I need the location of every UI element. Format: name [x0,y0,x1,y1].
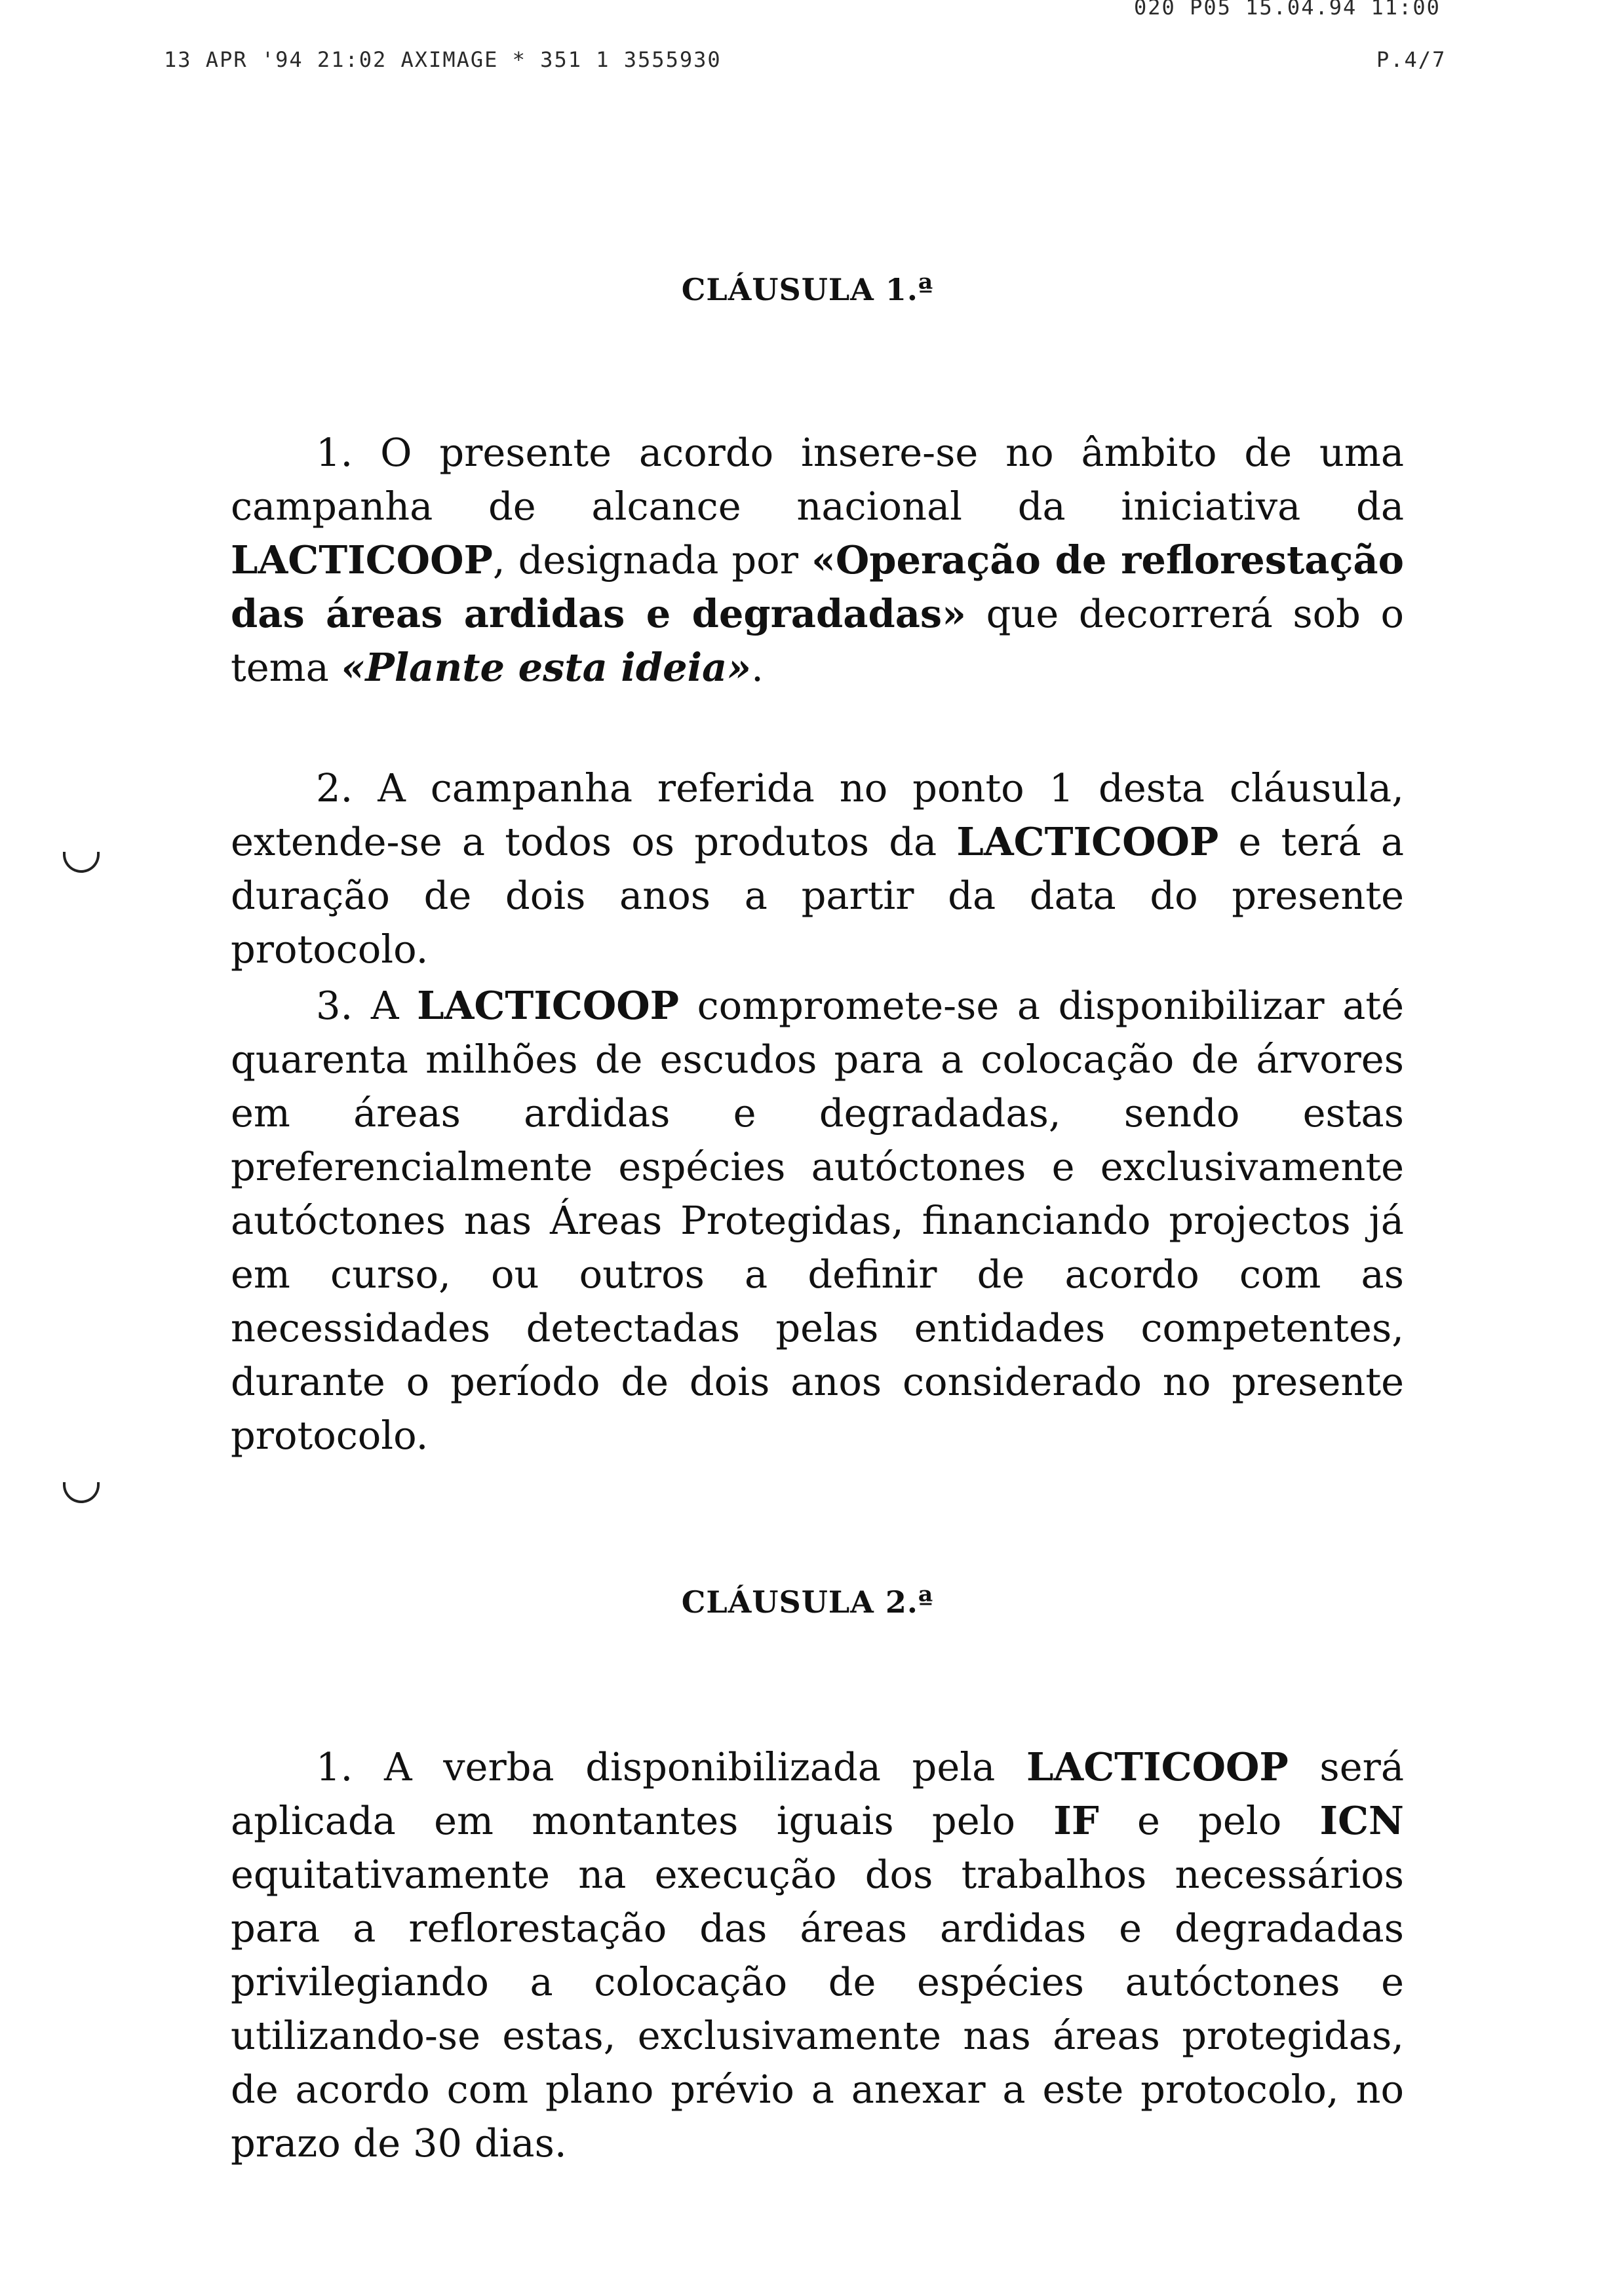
text-span: equitativamente na execução dos trabalhos necessários para a reflorestação das áreas ardidas e degradadas privilegiando a colocação de espécies autóctones e utilizando-se estas, exclusivamente nas áreas protegidas, de acordo com plano prévio a anexar a este protocolo, no prazo de 30 dias. [231,1852,1404,2166]
hole-punch-mark [63,852,100,873]
text-span: e pelo [1099,1798,1320,1843]
institution-icn: ICN [1319,1798,1404,1843]
clause-1-paragraph-1 [231,426,1404,695]
clause-2-heading: CLÁUSULA 2.ª [681,1584,934,1620]
clause-1-paragraph-3 [231,979,1404,1463]
company-name: LACTICOOP [231,537,493,583]
text-span: compromete-se a disponibilizar até quarenta milhões de escudos para a colocação de árvores em áreas ardidas e degradadas, sendo estas preferencialmente espécies autóctones e exclusivamente autóctones nas Áreas Protegidas, financiando projectos já em curso, ou outros a definir de acordo com as necessidades detectadas pelas entidades competentes, durante o período de dois anos considerado no presente protocolo. [231,983,1404,1458]
clause-1-paragraph-2 [231,761,1404,976]
institution-if: IF [1053,1798,1099,1843]
text-span: , designada por [492,537,811,583]
hole-punch-mark [63,1482,100,1503]
text-span: 1. A verba disponibilizada pela [316,1744,1026,1789]
clause-1-heading: CLÁUSULA 1.ª [681,272,934,307]
fax-transmission-stamp: 020 P05 15.04.94 11:00 [1134,0,1441,20]
text-span: e terá a duração de dois anos a partir da data do presente protocolo. [231,819,1405,972]
clause-2-paragraph-1 [231,1740,1404,2170]
text-span: . [751,645,764,690]
page-number: P.4/7 [1376,47,1447,72]
text-span: 2. A campanha referida no ponto 1 desta cláusula, extende-se a todos os produtos da [231,765,1404,864]
company-name: LACTICOOP [417,983,679,1028]
text-span: será aplicada em montantes iguais pelo [231,1744,1405,1843]
fax-header-line: 13 APR '94 21:02 AXIMAGE * 351 1 3555930 [164,47,722,72]
text-span: que decorrerá sob o tema [231,591,1404,690]
company-name: LACTICOOP [956,819,1219,864]
text-span: 3. A [316,983,418,1028]
company-name: LACTICOOP [1026,1744,1289,1789]
campaign-theme: «Plante esta ideia» [341,645,752,690]
operation-name: «Operação de reflorestação das áreas ardidas e degradadas» [231,537,1404,636]
text-span: 1. O presente acordo insere-se no âmbito de uma campanha de alcance nacional da iniciativa da [231,430,1404,529]
